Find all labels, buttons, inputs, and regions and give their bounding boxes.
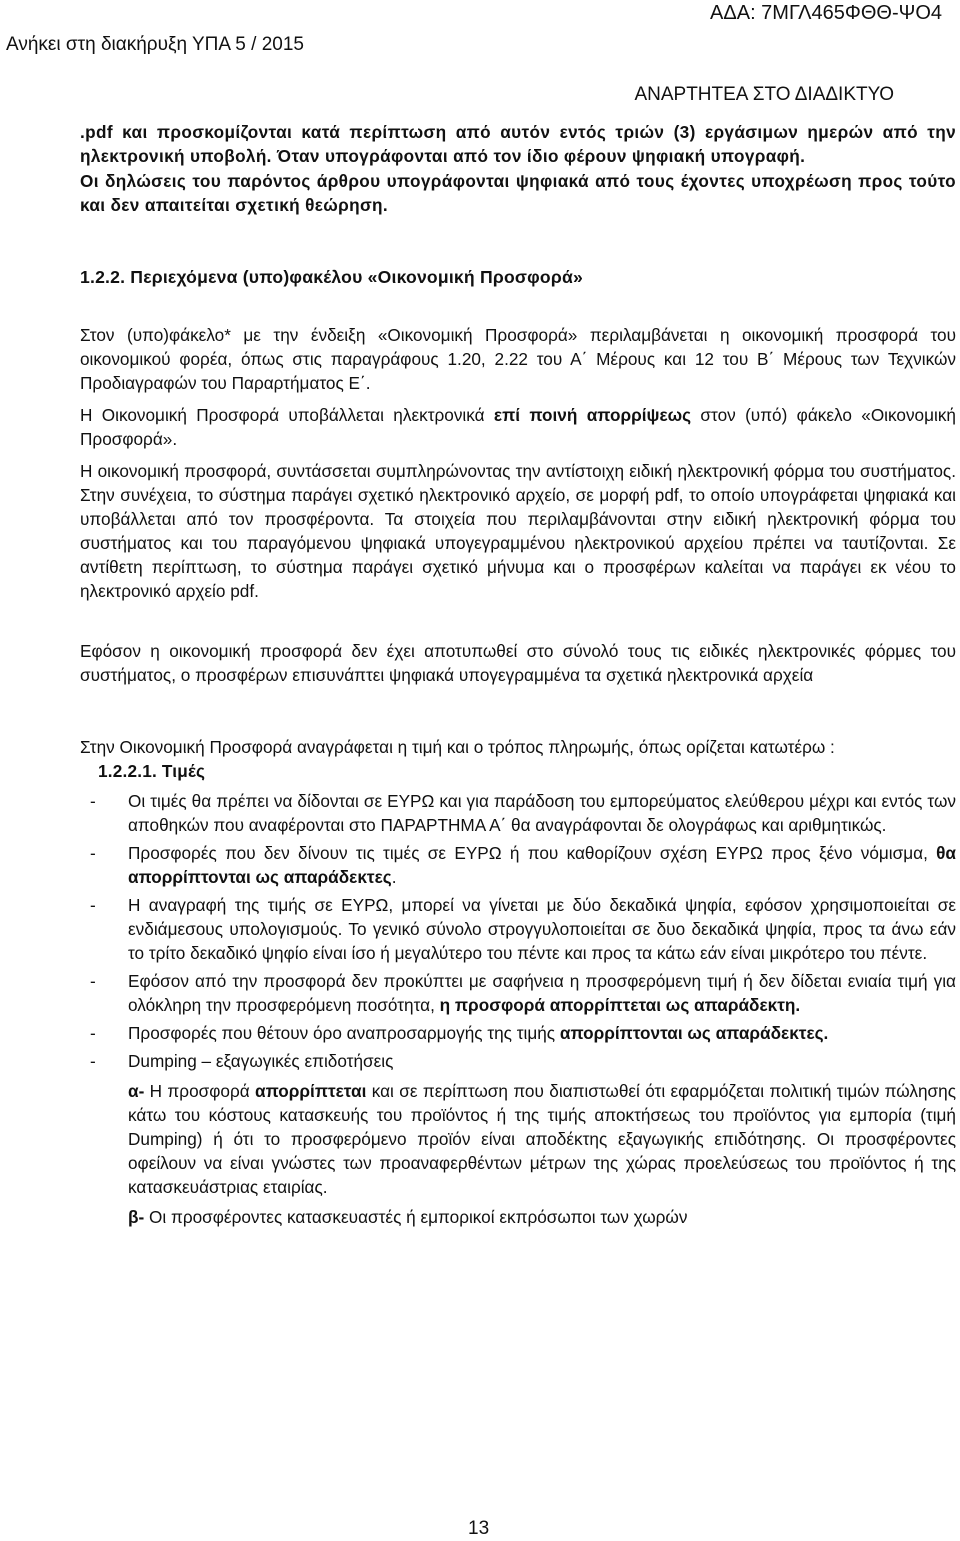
intro-paragraph-1: .pdf και προσκομίζονται κατά περίπτωση από αυτόν εντός τριών (3) εργάσιμων ημερών από την ηλεκτρονική υποβολή. Όταν υπογράφονται από τον ίδιο φέρουν ψηφιακή υπογραφή. (80, 122, 956, 166)
paragraph-electronic-form: Η οικονομική προσφορά, συντάσσεται συμπληρώνοντας την αντίστοιχη ειδική ηλεκτρονική φόρμα του συστήματος. Στην συνέχεια, το σύστημα παράγει σχετικό ηλεκτρονικό αρχείο, σε μορφή pdf, το οποίο υπογράφεται ψηφιακά και υποβάλλεται από τον προσφέροντα. Τα στοιχεία που περιλαμβάνονται στην ειδική ηλεκτρονική φόρμα του συστήματος και του παραγόμενου ψηφιακά υπογεγραμμένου ηλεκτρονικού αρχείου πρέπει να ταυτίζονται. Σε αντίθετη περίπτωση, το σύστημα παράγει σχετικό μήνυμα και ο προσφέρων καλείται να παράγει εκ νέου το ηλεκτρονικό αρχείο pdf. (80, 461, 956, 601)
paragraph-price-payment: Στην Οικονομική Προσφορά αναγράφεται η τιμή και ο τρόπος πληρωμής, όπως ορίζεται κατωτέρω : (80, 737, 835, 757)
list-item-bold: η προσφορά απορρίπτεται ως απαράδεκτη. (439, 995, 801, 1015)
list-item-text: Εφόσον από την προσφορά δεν προκύπτει με σαφήνεια η προσφερόμενη τιμή ή δεν δίδεται ενιαία τιμή για ολόκληρη την προσφερόμενη ποσότητα, (128, 971, 956, 1015)
paragraph-attachments: Εφόσον η οικονομική προσφορά δεν έχει αποτυπωθεί στο σύνολό τους τις ειδικές ηλεκτρονικές φόρμες του συστήματος, ο προσφέρων επισυνάπτει ψηφιακά υπογεγραμμένα τα σχετικά ηλεκτρονικά αρχεία (80, 641, 956, 685)
list-item-text: . (391, 867, 397, 887)
sub-heading-prices: 1.2.2.1. Τιμές (98, 761, 206, 781)
clause-a-text-rest: και σε περίπτωση που διαπιστωθεί ότι εφαρμόζεται πολιτική τιμών πώλησης κάτω του κόστους κατασκευής του προϊόντος ή της τιμής αποκτήσεως του προϊόντος για εμπορία (τιμή Dumping) ή ότι το προσφερόμενο προϊόν είναι αποδέκτης εξαγωγικής επιδότησης. Οι προσφέροντες οφείλουν να είναι γνώστες των προαναφερθέντων μέτρων της χώρας προελεύσεως του προϊόντος ή της κατασκευάστριας εταιρίας. (128, 1081, 956, 1197)
dumping-clause-b (128, 1205, 956, 1229)
section-heading: 1.2.2. Περιεχόμενα (υπο)φακέλου «Οικονομική Προσφορά» (80, 267, 583, 287)
intro-paragraph-2: Οι δηλώσεις του παρόντος άρθρου υπογράφονται ψηφιακά από τους έχοντες υποχρέωση προς τούτο και δεν απαιτείται σχετική θεώρηση. (80, 171, 956, 215)
clause-b-label: β- (128, 1207, 145, 1227)
list-item (80, 789, 956, 837)
list-item-text: Οι τιμές θα πρέπει να δίδονται σε ΕΥΡΩ και για παράδοση του εμπορεύματος ελεύθερου μέχρι και εντός των αποθηκών που αναφέρονται στο ΠΑΡΑΡΤΗΜΑ Α΄ θα αναγράφονται δε ολογράφως και αριθμητικώς. (128, 791, 956, 835)
dash-bullet: - (90, 971, 96, 991)
dash-bullet: - (90, 843, 96, 863)
dash-bullet: - (90, 791, 96, 811)
page-number: 13 (468, 1518, 490, 1539)
clause-a-label: α- (128, 1081, 145, 1101)
list-item (80, 1049, 956, 1229)
paragraph-electronic-submission (80, 403, 956, 451)
intro-block (80, 120, 956, 217)
list-item (80, 1021, 956, 1045)
document-body (80, 120, 956, 1233)
list-item-bold: θα απορρίπτονται ως απαράδεκτες (128, 843, 956, 887)
header-declaration: Ανήκει στη διακήρυξη ΥΠΑ 5 / 2015 (6, 34, 304, 55)
dumping-clause-a (128, 1079, 956, 1199)
dash-bullet: - (90, 895, 96, 915)
p2-bold-rejection: επί ποινή απορρίψεως (493, 405, 692, 425)
paragraph-envelope-contents: Στον (υπο)φάκελο* με την ένδειξη «Οικονομική Προσφορά» περιλαμβάνεται η οικονομική προσφορά του οικονομικού φορέα, όπως στις παραγράφους 1.20, 2.22 του Α΄ Μέρους και 12 του Β΄ Μέρους των Τεχνικών Προδιαγραφών του Παραρτήματος Ε΄. (80, 325, 956, 393)
p2-text-start: Η Οικονομική Προσφορά υποβάλλεται ηλεκτρονικά (80, 405, 494, 425)
p2-text-end: στον (υπό) φάκελο «Οικονομική Προσφορά». (80, 405, 956, 449)
header-publish-notice: ΑΝΑΡΤΗΤΕΑ ΣΤΟ ΔΙΑΔΙΚΤΥΟ (634, 84, 894, 105)
header-ada-code: ΑΔΑ: 7ΜΓΛ465ΦΘΘ-ΨΟ4 (710, 2, 942, 24)
list-item (80, 841, 956, 889)
clause-a-text: Η προσφορά (144, 1081, 256, 1101)
list-item-text: Προσφορές που θέτουν όρο αναπροσαρμογής της τιμής (128, 1023, 560, 1043)
dash-bullet: - (90, 1023, 96, 1043)
list-item (80, 969, 956, 1017)
price-rules-list (80, 789, 956, 1229)
list-item (80, 893, 956, 965)
list-item-text: Η αναγραφή της τιμής σε ΕΥΡΩ, μπορεί να γίνεται με δύο δεκαδικά ψηφία, εφόσον χρησιμοποιείται σε ενδιάμεσους υπολογισμούς. Το γενικό σύνολο στρογγυλοποιείται σε δυο δεκαδικά ψηφία, προς τα άνω εάν το τρίτο δεκαδικό ψηφίο είναι ίσο ή μεγαλύτερο του πέντε και προς τα κάτω εάν είναι μικρότερο του πέντε. (128, 895, 956, 963)
clause-b-text: Οι προσφέροντες κατασκευαστές ή εμπορικοί εκπρόσωποι των χωρών (144, 1207, 688, 1227)
clause-a-bold: απορρίπτεται (255, 1081, 367, 1101)
list-item-text: Προσφορές που δεν δίνουν τις τιμές σε ΕΥΡΩ ή που καθορίζουν σχέση ΕΥΡΩ προς ξένο νόμισμα, (128, 843, 937, 863)
dash-bullet: - (90, 1051, 96, 1071)
list-item-bold: απορρίπτονται ως απαράδεκτες. (559, 1023, 829, 1043)
list-item-text: Dumping – εξαγωγικές επιδοτήσεις (128, 1051, 394, 1071)
